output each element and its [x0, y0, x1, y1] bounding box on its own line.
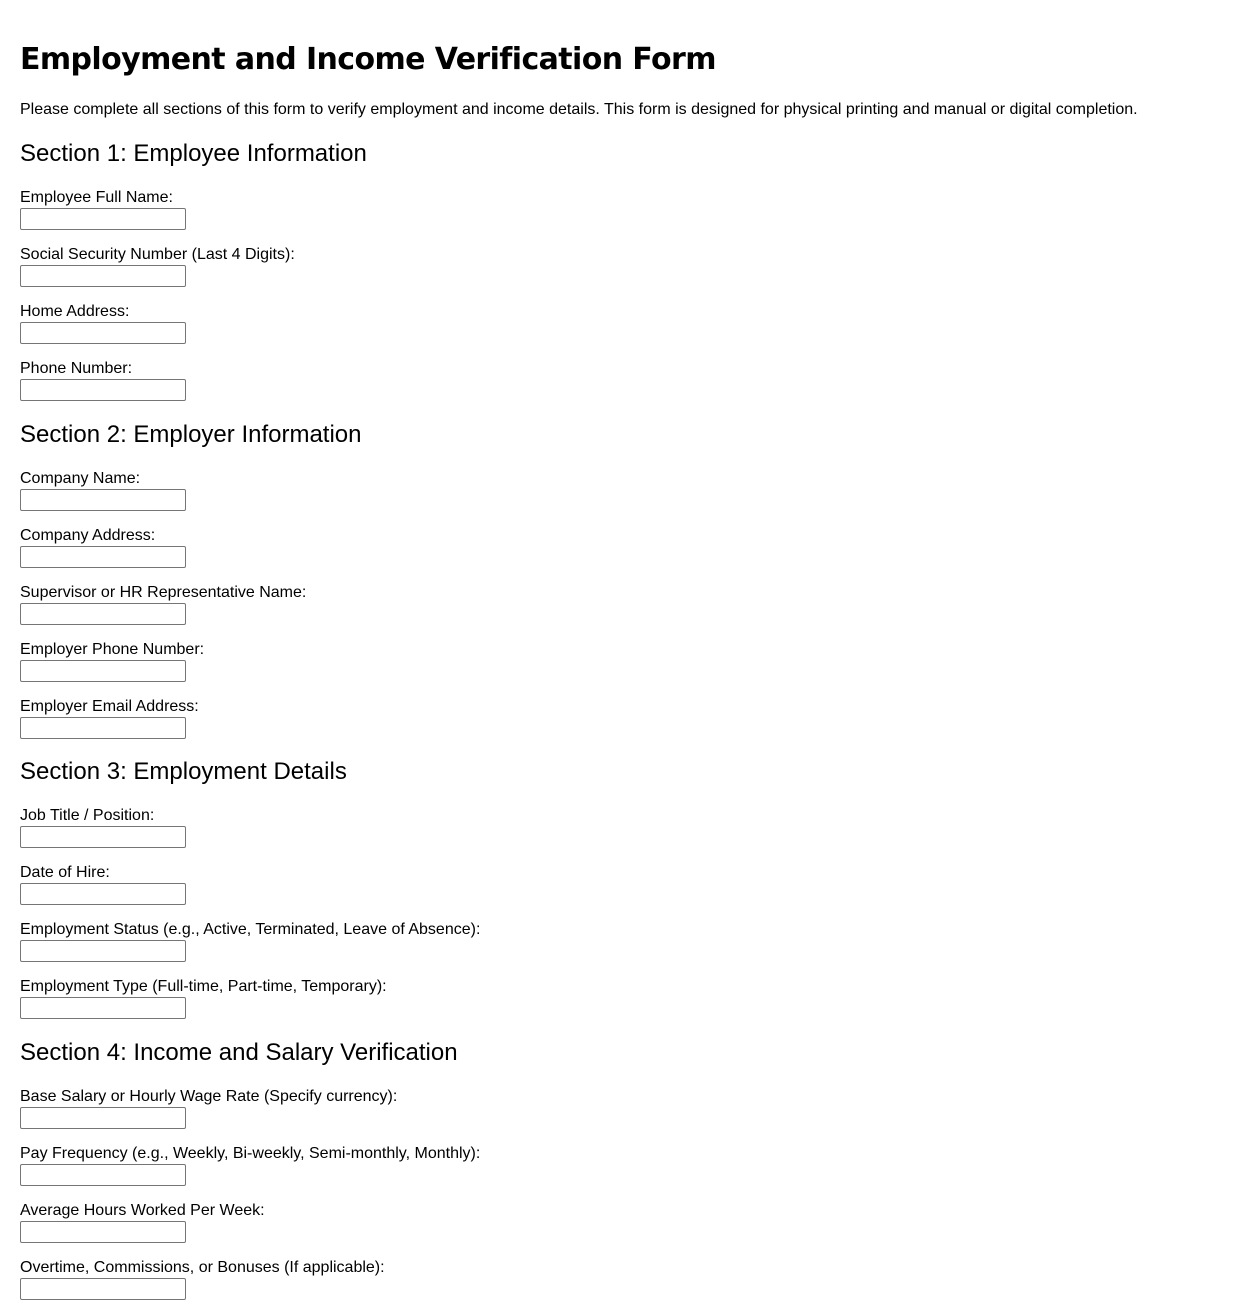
- field-base-salary: [20, 1087, 397, 1129]
- home-address-input[interactable]: [20, 322, 186, 344]
- field-ssn-last-4: [20, 245, 295, 287]
- field-label: Phone Number:: [20, 360, 133, 377]
- field-label: Supervisor or HR Representative Name:: [20, 584, 307, 601]
- field-employer-phone: [20, 640, 204, 682]
- employment-type-input[interactable]: [20, 997, 186, 1019]
- field-job-title: [20, 806, 186, 848]
- field-company-address: [20, 526, 186, 568]
- field-label: Employment Type (Full-time, Part-time, Temporary):: [20, 978, 387, 995]
- section-title-employee-information: Section 1: Employee Information: [20, 140, 367, 167]
- field-employee-full-name: [20, 188, 186, 230]
- page-title: Employment and Income Verification Form: [20, 42, 716, 77]
- section-title-income-verification: Section 4: Income and Salary Verification: [20, 1039, 458, 1066]
- overtime-bonuses-input[interactable]: [20, 1278, 186, 1300]
- form-instructions: Please complete all sections of this form to verify employment and income details. This form is designed for physical printing and manual or digital completion.: [20, 101, 1138, 118]
- field-label: Employee Full Name:: [20, 189, 173, 206]
- date-of-hire-input[interactable]: [20, 883, 186, 905]
- supervisor-name-input[interactable]: [20, 603, 186, 625]
- field-label: Pay Frequency (e.g., Weekly, Bi-weekly, Semi-monthly, Monthly):: [20, 1145, 481, 1162]
- field-label: Date of Hire:: [20, 864, 110, 881]
- company-name-input[interactable]: [20, 489, 186, 511]
- field-label: Social Security Number (Last 4 Digits):: [20, 246, 295, 263]
- field-date-of-hire: [20, 863, 186, 905]
- field-supervisor-name: [20, 583, 306, 625]
- section-title-employer-information: Section 2: Employer Information: [20, 421, 362, 448]
- base-salary-input[interactable]: [20, 1107, 186, 1129]
- section-title-employment-details: Section 3: Employment Details: [20, 758, 347, 785]
- employer-phone-input[interactable]: [20, 660, 186, 682]
- field-average-hours: [20, 1201, 265, 1243]
- field-label: Employer Email Address:: [20, 698, 199, 715]
- field-phone-number: [20, 359, 186, 401]
- field-label: Home Address:: [20, 303, 130, 320]
- field-label: Base Salary or Hourly Wage Rate (Specify currency):: [20, 1088, 398, 1105]
- employee-full-name-input[interactable]: [20, 208, 186, 230]
- field-overtime-bonuses: [20, 1258, 385, 1300]
- ssn-last-4-input[interactable]: [20, 265, 186, 287]
- field-pay-frequency: [20, 1144, 480, 1186]
- field-label: Job Title / Position:: [20, 807, 155, 824]
- employer-email-input[interactable]: [20, 717, 186, 739]
- employment-status-input[interactable]: [20, 940, 186, 962]
- field-employment-type: [20, 977, 387, 1019]
- field-label: Employer Phone Number:: [20, 641, 205, 658]
- job-title-input[interactable]: [20, 826, 186, 848]
- field-label: Average Hours Worked Per Week:: [20, 1202, 265, 1219]
- field-label: Company Address:: [20, 527, 156, 544]
- pay-frequency-input[interactable]: [20, 1164, 186, 1186]
- field-label: Overtime, Commissions, or Bonuses (If applicable):: [20, 1259, 385, 1276]
- phone-number-input[interactable]: [20, 379, 186, 401]
- field-label: Employment Status (e.g., Active, Terminated, Leave of Absence):: [20, 921, 481, 938]
- field-company-name: [20, 469, 186, 511]
- company-address-input[interactable]: [20, 546, 186, 568]
- field-employer-email: [20, 697, 199, 739]
- field-home-address: [20, 302, 186, 344]
- average-hours-input[interactable]: [20, 1221, 186, 1243]
- field-employment-status: [20, 920, 480, 962]
- field-label: Company Name:: [20, 470, 141, 487]
